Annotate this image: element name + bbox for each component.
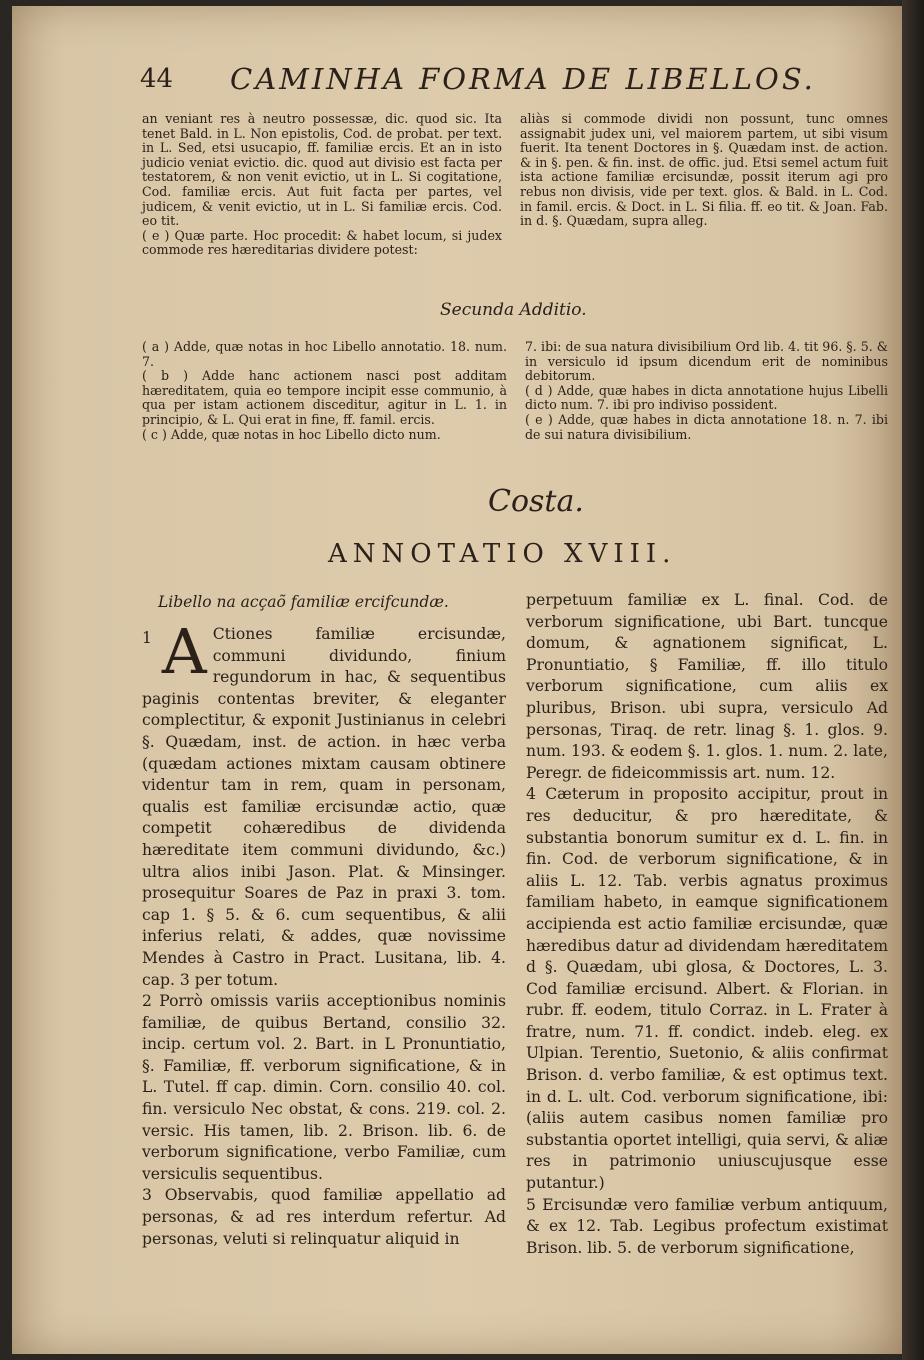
page-number: 44 — [140, 64, 174, 94]
addition-right-column — [525, 340, 888, 442]
paragraph: Ctiones familiæ ercisundæ, communi dividundo, finium regundorum in hac, & sequentibus paginis contentas breviter, & eleganter complectitur, & exponit Justinianus in celebri §. Quædam, inst. de action. in hæc verba (quædam actiones mixtam causam obtinere videntur tam in rem, quam in personam, qualis est familiæ ercisundæ actio, quæ competit cohæredibus de dividenda hæreditate item communi dividundo, &c.) ultra alios inibi Jason. Plat. & Minsinger. prosequitur Soares de Paz in praxi 3. tom. cap 1. § 5. & 6. cum sequentibus, & alii inferius relati, & addes, quæ novissime Mendes à Castro in Pract. Lusitana, lib. 4. cap. 3 per totum. — [142, 625, 506, 989]
body-right-column — [526, 590, 888, 1259]
paragraph: ( d ) Adde, quæ habes in dicta annotatione hujus Libelli dicto num. 7. ibi pro indiviso possident. — [525, 382, 888, 413]
book-edge — [902, 0, 924, 1360]
paragraph: ( e ) Quæ parte. Hoc procedit: & habet locum, si judex commode res hæreditarias dividere potest: — [142, 227, 502, 258]
addition-heading: Secunda Additio. — [440, 300, 587, 320]
paragraph: aliàs si commode dividi non possunt, tunc omnes assignabit judex uni, vel maiorem partem, ut sibi visum fuerit. Ita tenent Doctores in §. Quædam inst. de action. & in §. pen. & fin. inst. de offic. jud. Etsi semel actum fuit ista actione familiæ ercisundæ, possit iterum agi pro rebus non divisis, vide per text. glos. & Bald. in L. Cod. in famil. ercis. & Doct. in L. Si filia. ff. eo tit. & Joan. Fab. in d. §. Quædam, supra alleg. — [520, 111, 888, 229]
top-left-column — [142, 112, 502, 258]
drop-cap: A — [161, 615, 207, 688]
annotatio-heading: ANNOTATIO XVIII. — [328, 539, 677, 569]
paragraph: ( a ) Adde, quæ notas in hoc Libello annotatio. 18. num. 7. — [142, 339, 507, 369]
paragraph: perpetuum familiæ ex L. final. Cod. de verborum significatione, ubi Bart. tuncque domum, & agnationem significat, L. Pronuntiatio, § Familiæ, ff. illo titulo verborum significatione, cum aliis ex pluribus, Brison. ubi supra, versiculo Ad personas, Tiraq. de retr. linag §. 1. glos. 9. num. 193. & eodem §. 1. glos. 1. num. 2. late, Peregr. de fideicommissis art. num. 12. — [526, 591, 888, 782]
running-title: CAMINHA FORMA DE LIBELLOS. — [230, 62, 816, 96]
paragraph: an veniant res à neutro possessæ, dic. quod sic. Ita tenet Bald. in L. Non epistolis, Cod. de probat. per text. in L. Sed, etsi usucapio, ff. familiæ ercis. Et an in isto judicio veniat evictio. dic. quod aut divisio est facta per testatorem, & non venit evictio, ut in L. Si cogitatione, Cod. familiæ ercis. Aut fuit facta per partes, vel judicem, & venit evictio, ut in L. Si familiæ ercis. Cod. eo tit. — [142, 111, 502, 229]
libello-title: Libello na acçaõ familiæ ercifcundæ. — [158, 593, 449, 611]
paragraph: 4 Cæterum in proposito accipitur, prout in res deducitur, & pro hæreditate, & substantia bonorum sumitur ex d. L. fin. in fin. Cod. de verborum significatione, & in aliis L. 12. Tab. verbis agnatus proximus familiam habeto, in eamque significationem accipienda est actio familiæ ercisundæ, quæ hæredibus datur ad dividendam hæreditatem d §. Quædam, ubi glosa, & Doctores, L. 3. Cod familiæ ercisund. Albert. & Florian. in rubr. ff. eodem, titulo Corraz. in L. Frater à fratre, num. 71. ff. condict. indeb. eleg. ex Ulpian. Terentio, Suetonio, & aliis confirmat Brison. d. verbo familiæ, & est optimus text. in d. L. ult. Cod. verborum significatione, ibi: (aliis autem casibus nomen familiæ pro substantia oportet intelligi, quia servi, & aliæ res in patrimonio uniuscujusque esse putantur.) — [526, 785, 888, 1193]
paragraph: 7. ibi: de sua natura divisibilium Ord lib. 4. tit 96. §. 5. & in versiculo id ipsum dicendum erit de nominibus debitorum. — [525, 339, 888, 384]
section-number: 1 — [142, 629, 152, 647]
paragraph: 3 Observabis, quod familiæ appellatio ad personas, & ad res interdum refertur. Ad personas, veluti si relinquatur aliquid in — [142, 1186, 506, 1248]
paragraph: 5 Ercisundæ vero familiæ verbum antiquum, & ex 12. Tab. Legibus profectum existimat Brison. lib. 5. de verborum significatione, — [526, 1195, 888, 1257]
costa-heading: Costa. — [488, 484, 584, 519]
addition-left-column — [142, 340, 507, 442]
paragraph: ( b ) Adde hanc actionem nasci post additam hæreditatem, quia eo tempore incipit esse communio, à qua per istam actionem disceditur, agitur in L. 1. in principio, & L. Qui erat in fine, ff. famil. ercis. — [142, 368, 507, 427]
body-left-column — [142, 615, 506, 1250]
top-right-column — [520, 112, 888, 229]
paragraph: 2 Porrò omissis variis acceptionibus nominis familiæ, de quibus Bertand, consilio 32. incip. certum vol. 2. Bart. in L Pronuntiatio, §. Familiæ, ff. verborum significatione, & in L. Tutel. ff cap. dimin. Corn. consilio 40. col. fin. versiculo Nec obstat, & cons. 219. col. 2. versic. His tamen, lib. 2. Brison. lib. 6. de verborum significatione, verbo Familiæ, cum versiculis sequentibus. — [142, 992, 506, 1183]
paragraph: ( e ) Adde, quæ habes in dicta annotatione 18. n. 7. ibi de sui natura divisibilium. — [525, 411, 888, 442]
paragraph: ( c ) Adde, quæ notas in hoc Libello dicto num. — [142, 426, 441, 442]
book-page — [12, 6, 902, 1354]
